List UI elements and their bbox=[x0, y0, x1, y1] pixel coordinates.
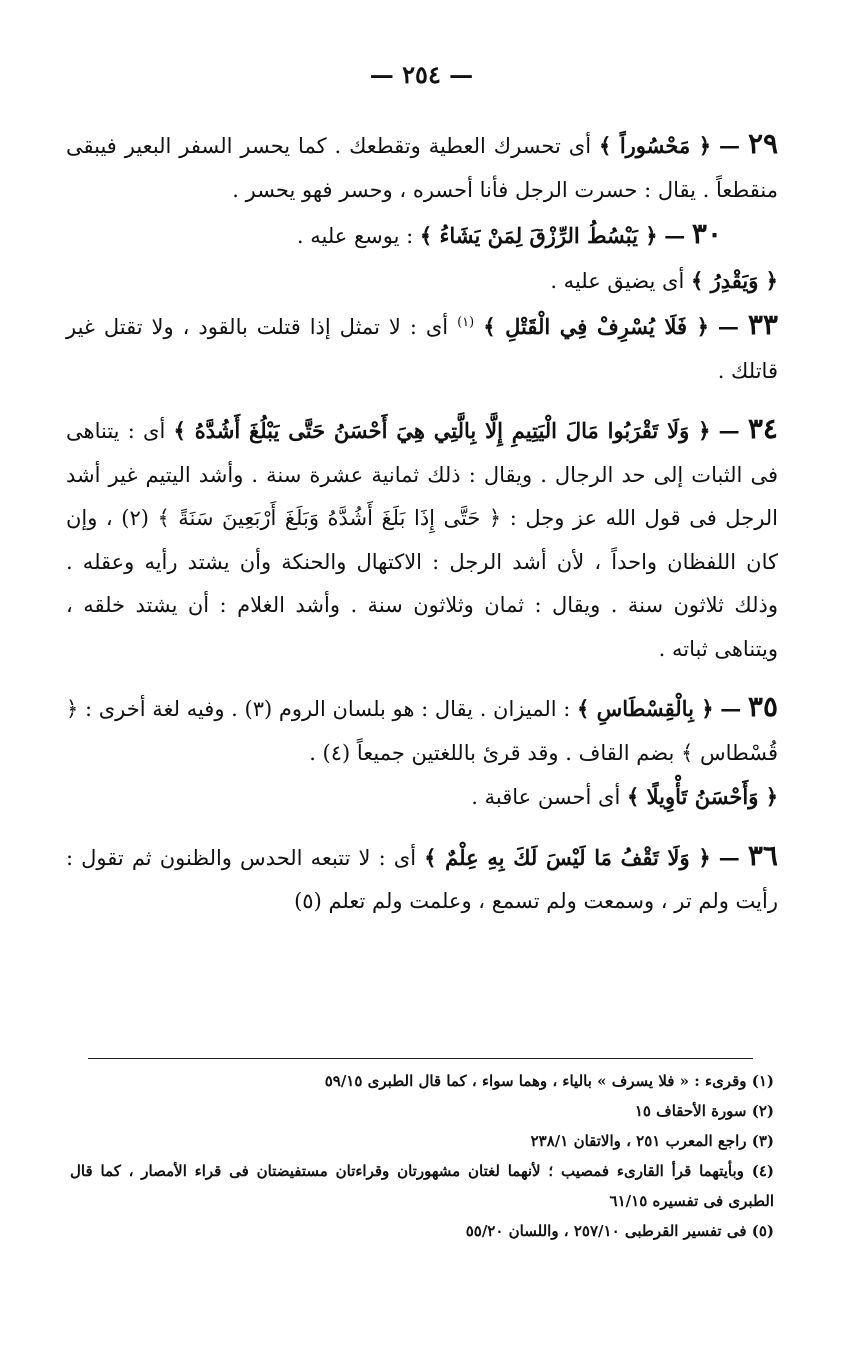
quran-quote: ﴿ بِالْقِسْطَاسِ ﴾ bbox=[577, 696, 714, 721]
commentary-text: أى : لا تمثل إذا قتلت بالقود ، ولا تقتل غير قاتلك . bbox=[66, 315, 778, 383]
verse-number: ٣٣ bbox=[747, 308, 778, 341]
quran-quote: ﴿ وَيَقْدِرُ ﴾ bbox=[690, 267, 778, 293]
quran-quote: ﴿ وَلَا تَقْفُ مَا لَيْسَ لَكَ بِهِ عِلْمٌ ﴾ bbox=[424, 844, 711, 870]
quran-quote: ﴿ مَحْسُوراً ﴾ bbox=[598, 133, 712, 158]
commentary-text: أى تحسرك العطية وتقطعك . كما يحسر السفر البعير فيبقى منقطعاً . يقال : حسرت الرجل فأنا أحسره ، وحسر فهو يحسر . bbox=[66, 134, 778, 202]
commentary-text: : يوسع عليه . bbox=[296, 224, 414, 248]
paragraph-verse-30b bbox=[66, 259, 778, 304]
verse-dash: — bbox=[664, 223, 686, 248]
quran-quote: ﴿ وَأَحْسَنُ تَأْوِيلًا ﴾ bbox=[627, 784, 778, 809]
paragraph-verse-29 bbox=[66, 122, 778, 212]
verse-number: ٢٩ bbox=[747, 127, 779, 160]
quran-quote: ﴿ وَلَا تَقْرَبُوا مَالَ الْيَتِيمِ إِلَّا بِالَّتِي هِيَ أَحْسَنُ حَتَّى يَبْلُغَ أَشُدَّهُ ﴾ bbox=[173, 418, 711, 443]
commentary-text: أى : يتناهى فى الثبات إلى حد الرجال . ويقال : ذلك ثمانية عشرة سنة . وأشد اليتيم غير أشد الرجل فى قول الله عز وجل : ﴿ حَتَّى إِذَا بَلَغَ أَشُدَّهُ وَبَلَغَ أَرْبَعِينَ سَنَةً ﴾ (٢) ، وإن كان اللفظان واحداً ، لأن أشد الرجل : الاكتهال والحنكة وأن يشتد رأيه وعقله . وذلك ثلاثون سنة . ويقال : ثمان وثلاثون سنة . وأشد الغلام : أن يشتد خلقه ، ويتناهى ثباته . bbox=[66, 419, 779, 661]
main-text bbox=[66, 122, 778, 924]
footnote-2: (٢) سورة الأحقاف ١٥ bbox=[634, 1102, 774, 1120]
verse-dash: — bbox=[720, 696, 742, 721]
footnote-5: (٥) فى تفسير القرطبى ٢٥٧/١٠ ، واللسان ٥٥/٢٠ bbox=[465, 1222, 774, 1240]
footnote-reference: (١) bbox=[457, 315, 475, 330]
footnote-divider bbox=[88, 1058, 753, 1059]
paragraph-verse-35b bbox=[66, 775, 778, 820]
commentary-text: أى : لا تتبعه الحدس والظنون ثم تقول : رأيت ولم تر ، وسمعت ولم تسمع ، وعلمت ولم تعلم (٥) bbox=[66, 845, 778, 913]
footnote-3: (٣) راجع المعرب ٢٥١ ، والاتقان ٢٣٨/١ bbox=[530, 1132, 774, 1150]
paragraph-verse-36 bbox=[66, 834, 778, 924]
quran-quote: ﴿ فَلَا يُسْرِفْ فِي الْقَتْلِ ﴾ bbox=[483, 314, 709, 339]
quran-quote: ﴿ يَبْسُطُ الرِّزْقَ لِمَنْ يَشَاءُ ﴾ bbox=[419, 223, 658, 248]
verse-dash: — bbox=[719, 133, 740, 158]
verse-dash: — bbox=[718, 418, 740, 443]
verse-number: ٣٠ bbox=[691, 217, 722, 250]
verse-dash: — bbox=[717, 314, 739, 339]
commentary-text: أى أحسن عاقبة . bbox=[471, 785, 621, 809]
verse-number: ٣٦ bbox=[747, 838, 778, 872]
paragraph-verse-34 bbox=[66, 407, 778, 671]
footnote-1: (١) وقرىء : « فلا يسرف » بالياء ، وهما سواء ، كما قال الطبرى ٥٩/١٥ bbox=[324, 1072, 774, 1090]
footnotes bbox=[70, 1066, 774, 1246]
commentary-text: : الميزان . يقال : هو بلسان الروم (٣) . وفيه لغة أخرى : ﴿ قُسْطاس ﴾ بضم القاف . وقد قرئ باللغتين جميعاً (٤) . bbox=[66, 697, 778, 765]
paragraph-verse-33 bbox=[66, 303, 778, 393]
verse-dash: — bbox=[718, 844, 740, 870]
page-number: — ٢٥٤ — bbox=[369, 60, 474, 89]
verse-number: ٣٤ bbox=[747, 412, 778, 445]
verse-number: ٣٥ bbox=[747, 690, 778, 723]
footnote-4: (٤) وبأيتهما قرأ القارىء فمصيب ؛ لأنهما لغتان مشهورتان وقراءتان مستفيضتان فى قراء الأمصار ، كما قال الطبرى فى تفسيره ٦١/١٥ bbox=[70, 1162, 774, 1210]
paragraph-verse-30 bbox=[66, 212, 778, 259]
paragraph-verse-35 bbox=[66, 685, 778, 775]
commentary-text: أى يضيق عليه . bbox=[550, 268, 685, 293]
